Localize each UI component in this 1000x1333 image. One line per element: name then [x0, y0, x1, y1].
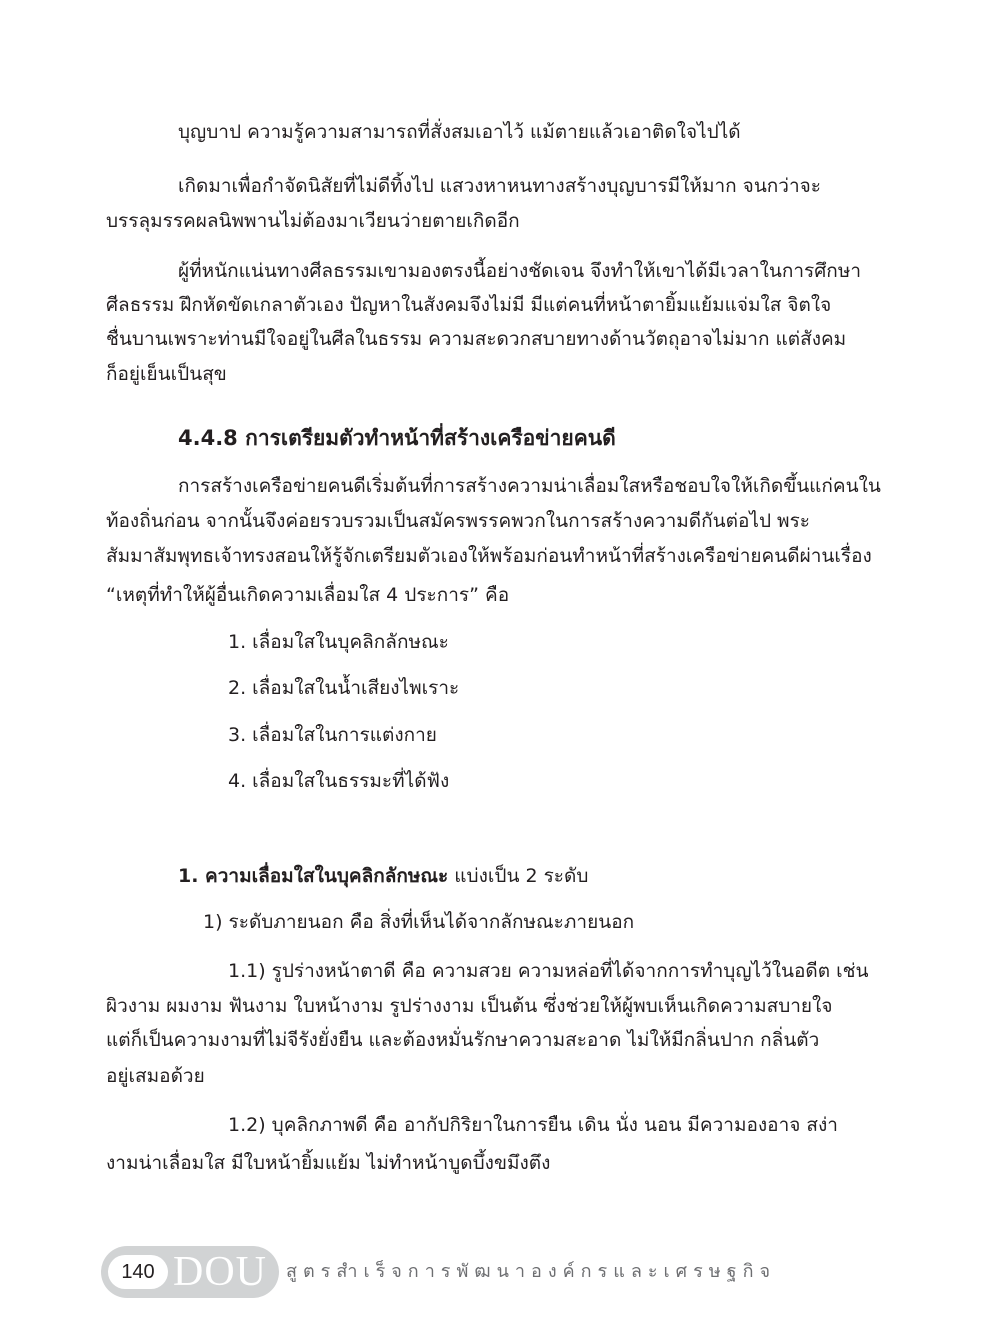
dou-logo: DOU	[173, 1249, 267, 1295]
sub-heading-bold: 1. ความเลื่อมใสในบุคลิกลักษณะ	[178, 865, 449, 887]
list-item: 3. เลื่อมใสในการแต่งกาย	[228, 724, 437, 746]
page-number: 140	[108, 1255, 168, 1289]
paragraph-line: บุญบาป ความรู้ความสามารถที่สั่งสมเอาไว้ แม้ตายแล้วเอาติดใจไปได้	[178, 121, 741, 143]
paragraph-line: งามน่าเลื่อมใส มีใบหน้ายิ้มแย้ม ไม่ทำหน้าบูดบึ้งขมึงตึง	[106, 1152, 551, 1174]
paragraph-line: ผิวงาม ผมงาม ฟันงาม ใบหน้างาม รูปร่างงาม เป็นต้น ซึ่งช่วยให้ผู้พบเห็นเกิดความสบายใจ	[106, 995, 833, 1017]
footer-badge	[101, 1246, 279, 1298]
paragraph-line: ชื่นบานเพราะท่านมีใจอยู่ในศีลในธรรม ความสะดวกสบายทางด้านวัตถุอาจไม่มาก แต่สังคม	[106, 328, 847, 350]
paragraph-line: 1.2) บุคลิกภาพดี คือ อากัปกิริยาในการยืน เดิน นั่ง นอน มีความองอาจ สง่า	[228, 1114, 838, 1136]
course-title: สูตรสำเร็จการพัฒนาองค์กรและเศรษฐกิจ	[286, 1261, 777, 1282]
paragraph-line: บรรลุมรรคผลนิพพานไม่ต้องมาเวียนว่ายตายเกิดอีก	[106, 210, 520, 232]
level-line: 1) ระดับภายนอก คือ สิ่งที่เห็นได้จากลักษณะภายนอก	[203, 911, 635, 933]
paragraph-line: ท้องถิ่นก่อน จากนั้นจึงค่อยรวบรวมเป็นสมัครพรรคพวกในการสร้างความดีกันต่อไป พระ	[106, 510, 810, 532]
paragraph-line: อยู่เสมอด้วย	[106, 1065, 205, 1087]
paragraph-line: การสร้างเครือข่ายคนดีเริ่มต้นที่การสร้างความน่าเลื่อมใสหรือชอบใจให้เกิดขึ้นแก่คนใน	[178, 475, 881, 497]
paragraph-line: ผู้ที่หนักแน่นทางศีลธรรมเขามองตรงนี้อย่างชัดเจน จึงทำให้เขาได้มีเวลาในการศึกษา	[178, 260, 862, 282]
paragraph-line: “เหตุที่ทำให้ผู้อื่นเกิดความเลื่อมใส 4 ประการ” คือ	[106, 584, 510, 606]
list-item: 2. เลื่อมใสในน้ำเสียงไพเราะ	[228, 677, 460, 699]
list-item: 4. เลื่อมใสในธรรมะที่ได้ฟัง	[228, 770, 450, 792]
paragraph-line: ศีลธรรม ฝึกหัดขัดเกลาตัวเอง ปัญหาในสังคมจึงไม่มี มีแต่คนที่หน้าตายิ้มแย้มแจ่มใส จิตใจ	[106, 294, 832, 316]
sub-heading	[178, 863, 588, 889]
list-item: 1. เลื่อมใสในบุคลิกลักษณะ	[228, 631, 449, 653]
paragraph-line: เกิดมาเพื่อกำจัดนิสัยที่ไม่ดีทิ้งไป แสวงหาหนทางสร้างบุญบารมีให้มาก จนกว่าจะ	[178, 175, 821, 197]
paragraph-line: สัมมาสัมพุทธเจ้าทรงสอนให้รู้จักเตรียมตัวเองให้พร้อมก่อนทำหน้าที่สร้างเครือข่ายคนดีผ่านเรื่อง	[106, 545, 872, 567]
paragraph-line: แต่ก็เป็นความงามที่ไม่จีรังยั่งยืน และต้องหมั่นรักษาความสะอาด ไม่ให้มีกลิ่นปาก กลิ่นตัว	[106, 1029, 820, 1051]
sub-heading-rest: แบ่งเป็น 2 ระดับ	[448, 865, 589, 887]
paragraph-line: 1.1) รูปร่างหน้าตาดี คือ ความสวย ความหล่อที่ได้จากการทำบุญไว้ในอดีต เช่น	[228, 960, 869, 982]
section-heading: 4.4.8 การเตรียมตัวทำหน้าที่สร้างเครือข่ายคนดี	[178, 426, 616, 450]
page-footer	[101, 1246, 901, 1298]
paragraph-line: ก็อยู่เย็นเป็นสุข	[106, 363, 227, 385]
